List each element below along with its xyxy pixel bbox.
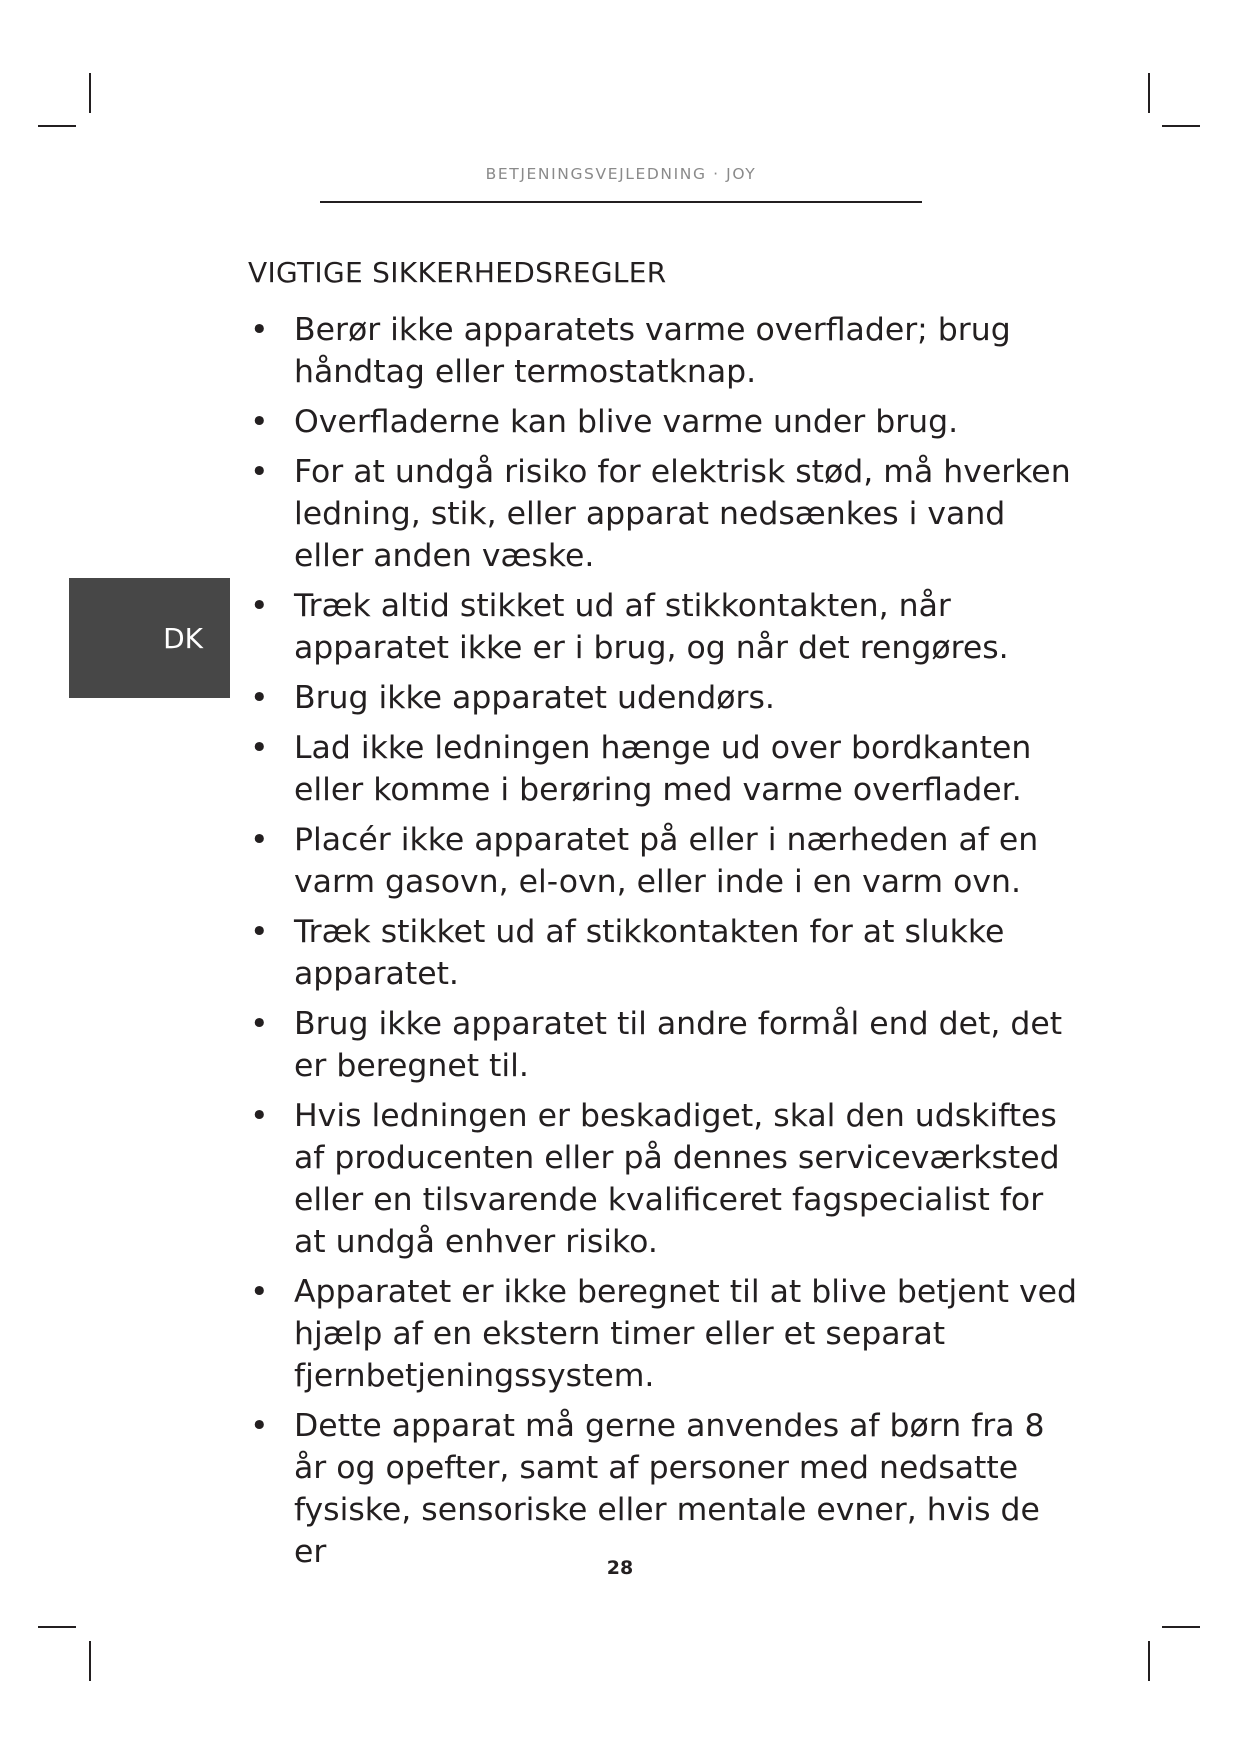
bullet-icon: •: [250, 312, 269, 348]
safety-rule-text: Placér ikke apparatet på eller i nærheden af en varm gasovn, el-ovn, eller inde i en varm ovn.: [294, 822, 1039, 900]
safety-rule: [248, 401, 1078, 443]
safety-rule: [248, 451, 1078, 577]
safety-rule-text: Lad ikke ledningen hænge ud over bordkanten eller komme i berøring med varme overflader.: [294, 730, 1032, 808]
safety-rules-list: [248, 309, 1078, 1581]
crop-mark-top-right-horizontal: [1162, 125, 1200, 127]
crop-mark-top-left-vertical: [89, 73, 91, 113]
safety-rule: [248, 1271, 1078, 1397]
header-rule: [320, 201, 922, 203]
bullet-icon: •: [250, 730, 269, 766]
crop-mark-top-left-horizontal: [38, 125, 76, 127]
safety-rule-text: For at undgå risiko for elektrisk stød, må hverken ledning, stik, eller apparat nedsænkes i vand eller anden væske.: [294, 454, 1071, 574]
bullet-icon: •: [250, 1006, 269, 1042]
crop-mark-bottom-left-horizontal: [38, 1626, 76, 1628]
bullet-icon: •: [250, 454, 269, 490]
crop-mark-bottom-left-vertical: [89, 1641, 91, 1681]
crop-mark-top-right-vertical: [1148, 73, 1150, 113]
section-title: VIGTIGE SIKKERHEDSREGLER: [248, 256, 667, 289]
running-header: BETJENINGSVEJLEDNING · JOY: [485, 165, 757, 183]
safety-rule-text: Dette apparat må gerne anvendes af børn fra 8 år og opefter, samt af personer med nedsatte fysiske, sensoriske eller mentale evner, hvis de er: [294, 1408, 1045, 1570]
safety-rule: [248, 309, 1078, 393]
bullet-icon: •: [250, 588, 269, 624]
safety-rule: [248, 585, 1078, 669]
bullet-icon: •: [250, 1408, 269, 1444]
safety-rule: [248, 819, 1078, 903]
safety-rule: [248, 1405, 1078, 1573]
language-tab-label: DK: [163, 621, 203, 655]
page-number: 28: [606, 1557, 634, 1579]
safety-rule: [248, 727, 1078, 811]
safety-rule-text: Apparatet er ikke beregnet til at blive betjent ved hjælp af en ekstern timer eller et separat fjernbetjeningssystem.: [294, 1274, 1078, 1394]
safety-rule-text: Hvis ledningen er beskadiget, skal den udskiftes af producenten eller på dennes serviceværksted eller en tilsvarende kvalificeret fagspecialist for at undgå enhver risiko.: [294, 1098, 1060, 1260]
safety-rule-text: Træk stikket ud af stikkontakten for at slukke apparatet.: [294, 914, 1005, 992]
safety-rule-text: Træk altid stikket ud af stikkontakten, når apparatet ikke er i brug, og når det rengøres.: [294, 588, 1009, 666]
bullet-icon: •: [250, 1274, 269, 1310]
safety-rule-text: Overfladerne kan blive varme under brug.: [294, 404, 959, 440]
safety-rule: [248, 677, 1078, 719]
crop-mark-bottom-right-vertical: [1148, 1641, 1150, 1681]
bullet-icon: •: [250, 822, 269, 858]
language-tab: [69, 578, 230, 698]
safety-rule: [248, 1095, 1078, 1263]
safety-rule-text: Brug ikke apparatet til andre formål end det, det er beregnet til.: [294, 1006, 1063, 1084]
safety-rule-text: Brug ikke apparatet udendørs.: [294, 680, 775, 716]
bullet-icon: •: [250, 680, 269, 716]
bullet-icon: •: [250, 914, 269, 950]
safety-rule: [248, 911, 1078, 995]
safety-rule: [248, 1003, 1078, 1087]
bullet-icon: •: [250, 404, 269, 440]
crop-mark-bottom-right-horizontal: [1162, 1626, 1200, 1628]
bullet-icon: •: [250, 1098, 269, 1134]
safety-rule-text: Berør ikke apparatets varme overflader; brug håndtag eller termostatknap.: [294, 312, 1011, 390]
